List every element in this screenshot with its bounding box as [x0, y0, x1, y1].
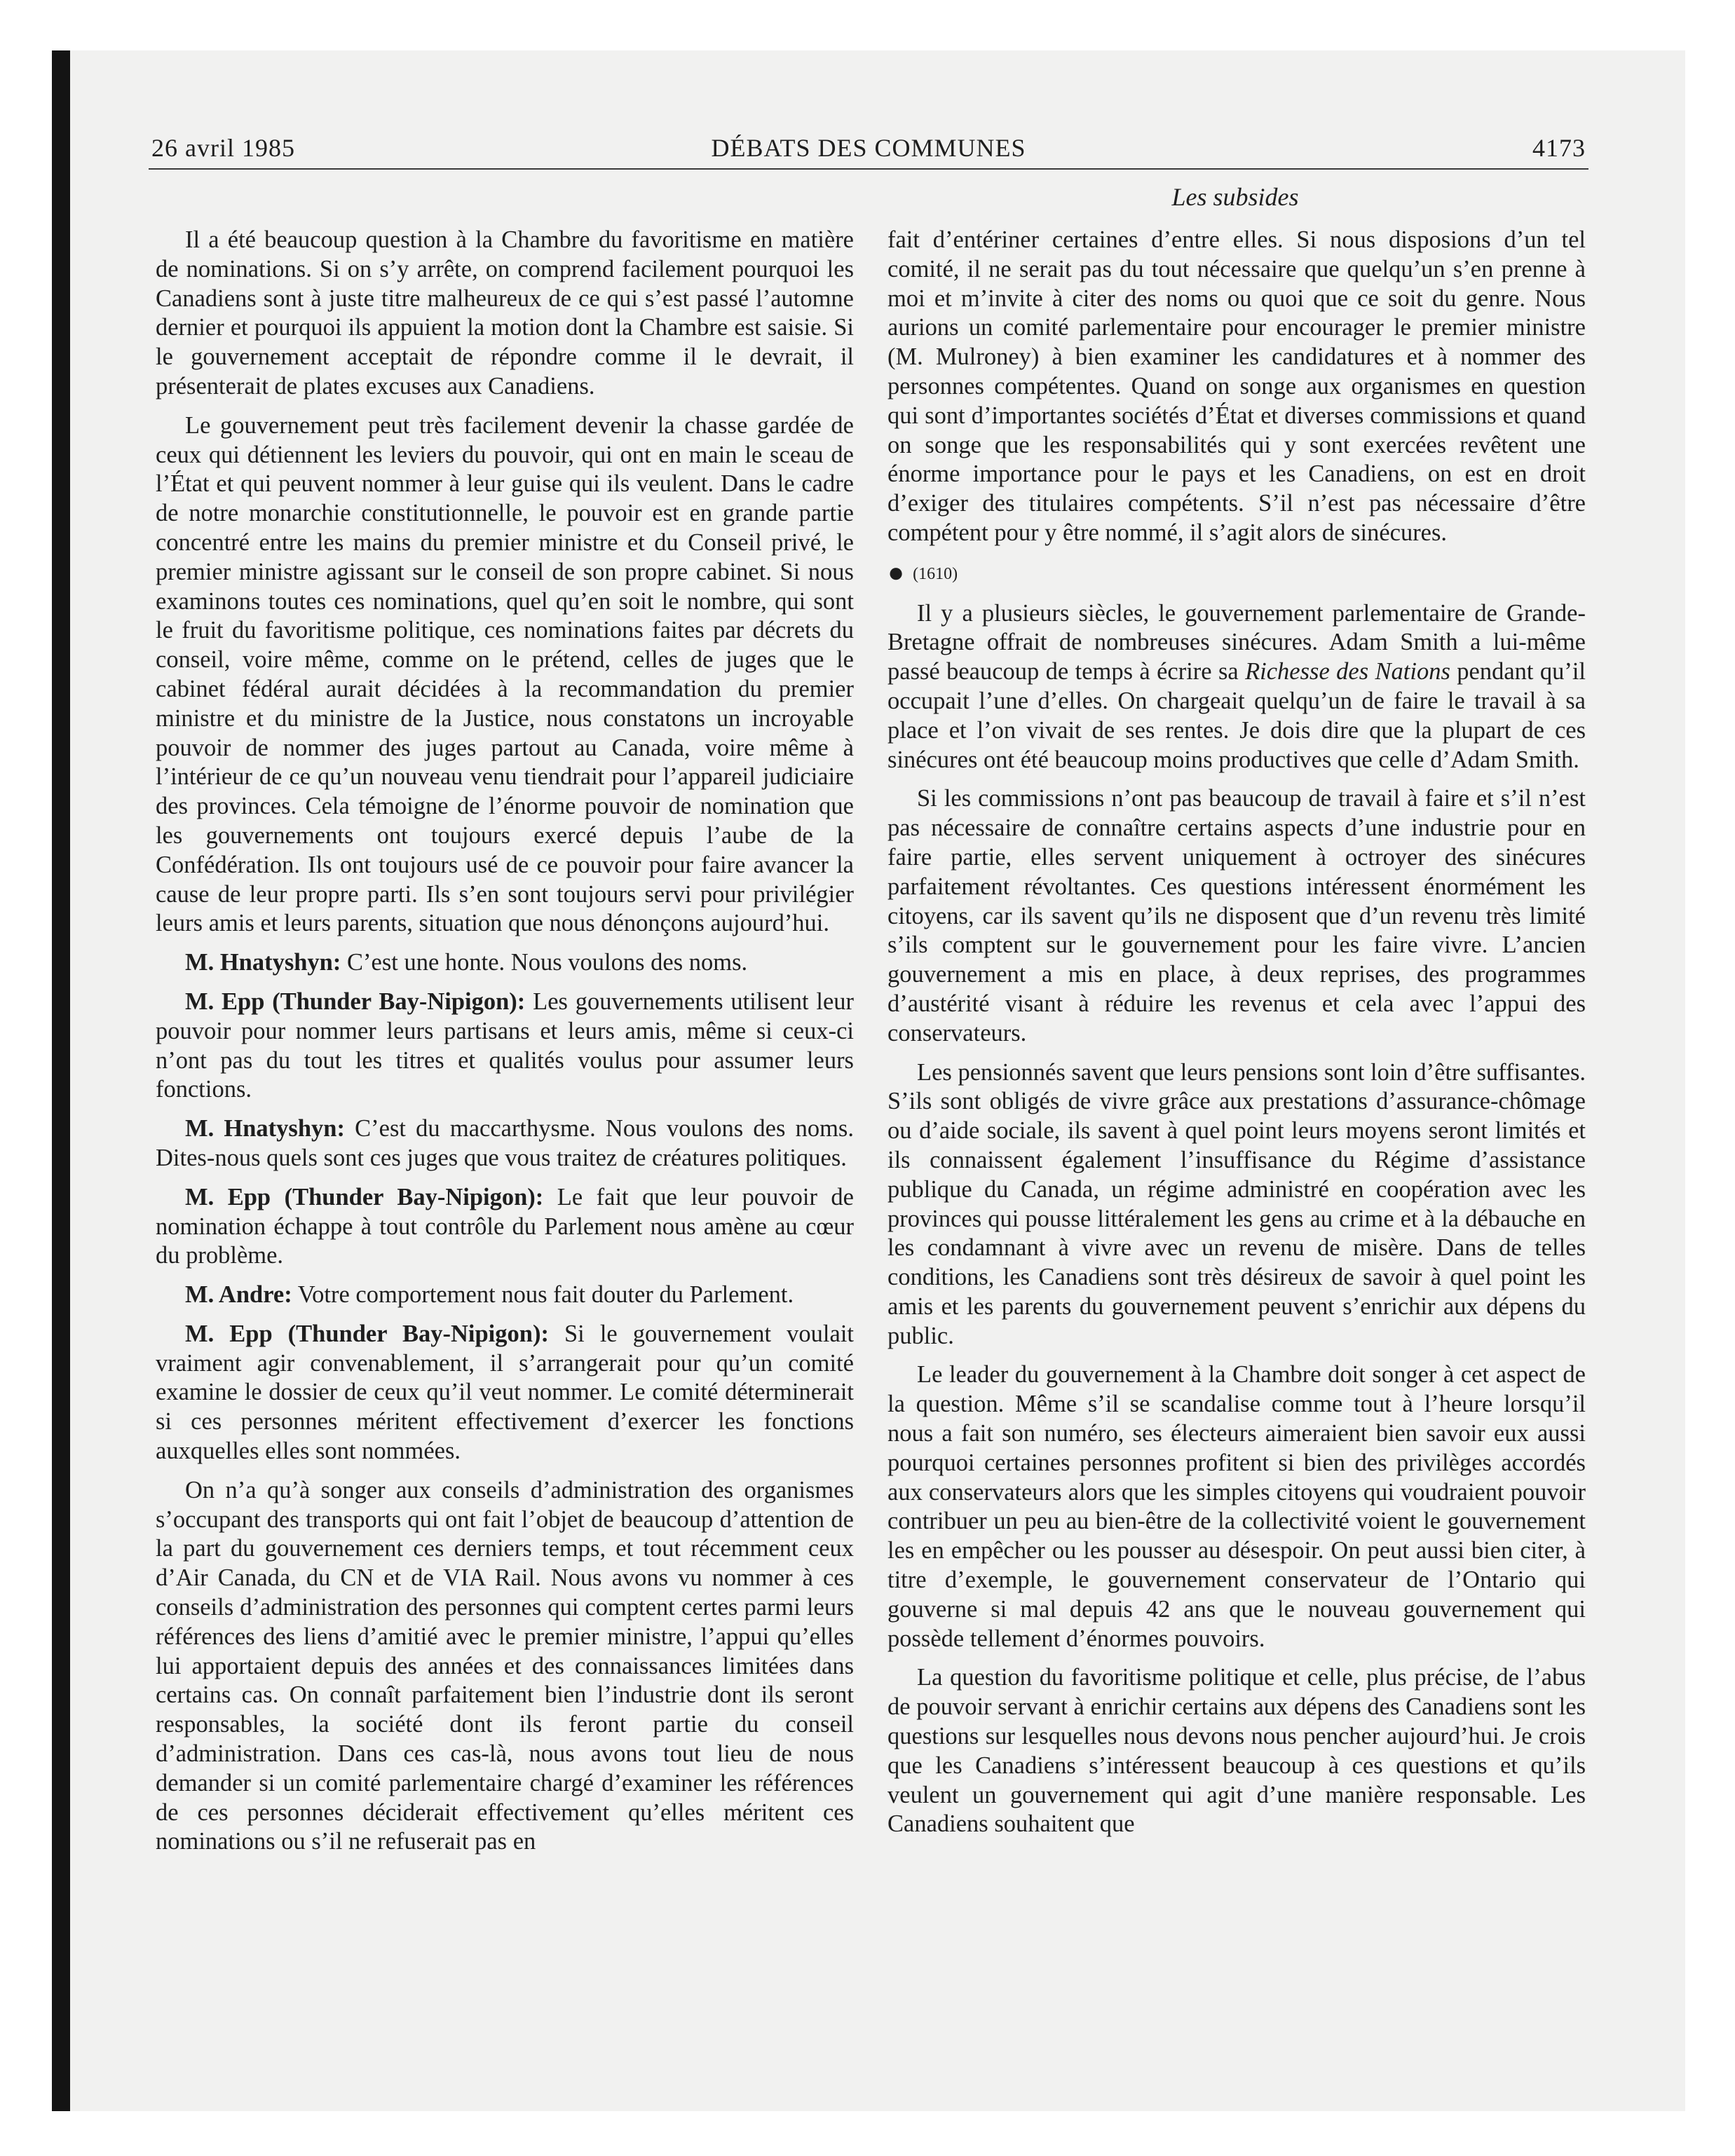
speaker-name: M. Andre:	[185, 1281, 292, 1309]
bullet-icon: ●	[887, 556, 905, 588]
speech	[156, 1183, 854, 1271]
paragraph: La question du favoritisme politique et celle, plus précise, de l’abus de pouvoir servant à enrichir certains aux dépens des Canadiens sont les questions sur lesquelles nous devons nous pencher aujourd’hui. Je crois que les Canadiens s’intéressent beaucoup à ces questions et qu’ils veulent un gouvernement qui agit d’une manière responsable. Les Canadiens souhaitent que	[887, 1664, 1586, 1838]
speech-text: C’est du maccarthysme. Nous voulons des noms. Dites-nous quels sont ces juges que vous traitez de créatures politiques.	[156, 1115, 854, 1171]
paragraph: Le leader du gouvernement à la Chambre doit songer à cet aspect de la question. Même s’il se scandalise comme tout à l’heure lorsqu’il nous a fait son numéro, ses électeurs aimeraient bien savoir eux aussi pourquoi certaines personnes profitent si bien des privilèges accordés aux conservateurs alors que les simples citoyens qui voudraient pouvoir contribuer un peu au bien-être de la collectivité voient le gouvernement les en empêcher ou les pousser au désespoir. On peut aussi bien citer, à titre d’exemple, le gouvernement conservateur de l’Ontario qui gouverne si mal depuis 42 ans que le nouveau gouvernement qui possède tellement d’énormes pouvoirs.	[887, 1361, 1586, 1652]
timestamp-label: (1610)	[913, 564, 958, 583]
speech-text: Si le gouvernement voulait vraiment agir convenablement, il s’arrangerait pour qu’un comité examine le dossier de ceux qu’il veut nommer. Le comité déterminerait si ces personnes méritent effectivement d’exercer les fonctions auxquelles elles sont nommées.	[156, 1320, 854, 1465]
book-title: Richesse des Nations	[1245, 658, 1450, 685]
speech	[156, 1320, 854, 1466]
speaker-name: M. Epp (Thunder Bay-Nipigon):	[185, 988, 526, 1015]
section-title: Les subsides	[1171, 183, 1299, 211]
right-column	[887, 226, 1586, 1849]
speaker-name: M. Hnatyshyn:	[185, 949, 341, 976]
speech	[156, 988, 854, 1105]
header-title: DÉBATS DES COMMUNES	[711, 134, 1026, 162]
speech	[156, 1114, 854, 1173]
scan-edge-shadow	[52, 50, 70, 2111]
paragraph: Le gouvernement peut très facilement devenir la chasse gardée de ceux qui détiennent les leviers du pouvoir, qui ont en main le sceau de l’État et qui peuvent nommer à leur guise qui ils veulent. Dans le cadre de notre monarchie constitutionnelle, le pouvoir est en grande partie concentré entre les mains du premier ministre et du Conseil privé, le premier ministre agissant sur le conseil de son propre cabinet. Si nous examinons toutes ces nominations, quel qu’en soit le nombre, qui sont le fruit du favoritisme politique, ces nominations faites par décrets du conseil, voire même, comme on le prétend, celles de juges que le cabinet fédéral aurait décidées à la recommandation du premier ministre et du ministre de la Justice, nous constatons un incroyable pouvoir de nommer des juges partout au Canada, voire même à l’intérieur de ce qu’un nouveau venu tiendrait pour l’appareil judiciaire des provinces. Cela témoigne de l’énorme pouvoir de nomination que les gouvernements ont toujours exercé depuis l’aube de la Confédération. Ils ont toujours usé de ce pouvoir pour faire avancer la cause de leur propre parti. Ils s’en sont toujours servi pour privilégier leurs amis et leurs parents, situation que nous dénonçons aujourd’hui.	[156, 411, 854, 937]
paragraph: Les pensionnés savent que leurs pensions sont loin d’être suffisantes. S’ils sont obligés de vivre grâce aux prestations d’assurance-chômage ou d’aide sociale, ils savent à quel point leurs moyens seront limités et ils connaissent également l’insuffisance du Régime d’assistance publique du Canada, un régime administré en coopération avec les provinces qui pousse littéralement les gens au crime et à la débauche en les condamnant à vivre avec un revenu de misère. Dans de telles conditions, les Canadiens sont très désireux de savoir à quel point les amis et les parents du gouvernement peuvent s’enrichir aux dépens du public.	[887, 1058, 1586, 1349]
speech-text: C’est une honte. Nous voulons des noms.	[341, 949, 748, 976]
header-date: 26 avril 1985	[151, 134, 295, 162]
speech	[156, 1281, 854, 1310]
timestamp	[887, 558, 1586, 589]
page-number: 4173	[1532, 134, 1586, 162]
paragraph: Il y a plusieurs siècles, le gouvernement parlementaire de Grande-Bretagne offrait de nombreuses sinécures. Adam Smith a lui-même passé beaucoup de temps à écrire sa Richesse des Nations pendant qu’il occupait l’une d’elles. On chargeait quelqu’un de faire le travail à sa place et l’on vivait de ses rentes. Je dois dire que la plupart de ces sinécures ont été beaucoup moins productives que celle d’Adam Smith.	[887, 599, 1586, 773]
speaker-name: M. Hnatyshyn:	[185, 1115, 345, 1142]
paragraph: On n’a qu’à songer aux conseils d’administration des organismes s’occupant des transports qui ont fait l’objet de beaucoup d’attention de la part du gouvernement ces derniers temps, et tout récemment ceux d’Air Canada, du CN et de VIA Rail. Nous avons vu nommer à ces conseils d’administration des personnes qui comptent certes parmi leurs références des liens d’amitié avec le premier ministre, l’appui qu’elles lui apportaient depuis des années et des connaissances limitées dans certains cas. On connaît parfaitement bien l’industrie dont ils seront responsables, la société dont ils feront partie du conseil d’administration. Dans ces cas-là, nous avons tout lieu de nous demander si un comité parlementaire chargé d’examiner les références de ces personnes déciderait effectivement qu’elles méritent ces nominations ou s’il ne refuserait pas en	[156, 1476, 854, 1855]
speech-text: Les gouvernements utilisent leur pouvoir pour nommer leurs partisans et leurs amis, même si ceux-ci n’ont pas du tout les titres et qualités voulus pour assumer leurs fonctions.	[156, 988, 855, 1103]
paragraph: Il a été beaucoup question à la Chambre du favoritisme en matière de nominations. Si on s’y arrête, on comprend facilement pourquoi les Canadiens sont à juste titre malheureux de ce qui s’est passé l’automne dernier et pourquoi ils appuient la motion dont la Chambre est saisie. Si le gouvernement acceptait de répondre comme il le devrait, il présenterait de plates excuses aux Canadiens.	[156, 226, 854, 400]
speaker-name: M. Epp (Thunder Bay-Nipigon):	[185, 1183, 544, 1210]
paragraph: Si les commissions n’ont pas beaucoup de travail à faire et s’il n’est pas nécessaire de connaître certains aspects d’une industrie pour en faire partie, elles servent uniquement à octroyer des sinécures parfaitement révoltantes. Ces questions intéressent énormément les citoyens, car ils savent qu’ils ne disposent que d’un revenu très limité s’ils comptent sur le gouvernement pour les faire vivre. L’ancien gouvernement a mis en place, à deux reprises, des programmes d’austérité visant à réduire les revenus et cela avec l’appui des conservateurs.	[887, 785, 1586, 1046]
speech	[156, 948, 854, 978]
left-column	[156, 226, 854, 1867]
speech-text: Le fait que leur pouvoir de nomination échappe à tout contrôle du Parlement nous amène au cœur du problème.	[156, 1183, 854, 1269]
page-header	[149, 126, 1588, 170]
speech-text: Votre comportement nous fait douter du Parlement.	[292, 1281, 794, 1309]
speaker-name: M. Epp (Thunder Bay-Nipigon):	[185, 1320, 549, 1347]
paragraph-continued: fait d’entériner certaines d’entre elles. Si nous disposions d’un tel comité, il ne serait pas du tout nécessaire que quelqu’un s’en prenne à moi et m’invite à citer des noms ou quoi que ce soit du genre. Nous aurions un comité parlementaire pour encourager le premier ministre (M. Mulroney) à bien examiner les candidatures et à nommer des personnes compétentes. Quand on songe aux organismes en question qui sont d’importantes sociétés d’État et diverses commissions et quand on songe que les responsabilités qui y sont exercées revêtent une énorme importance pour le pays et les Canadiens, on est en droit d’exiger des titulaires compétents. S’il n’est pas nécessaire d’être compétent pour y être nommé, il s’agit alors de sinécures.	[887, 226, 1586, 546]
